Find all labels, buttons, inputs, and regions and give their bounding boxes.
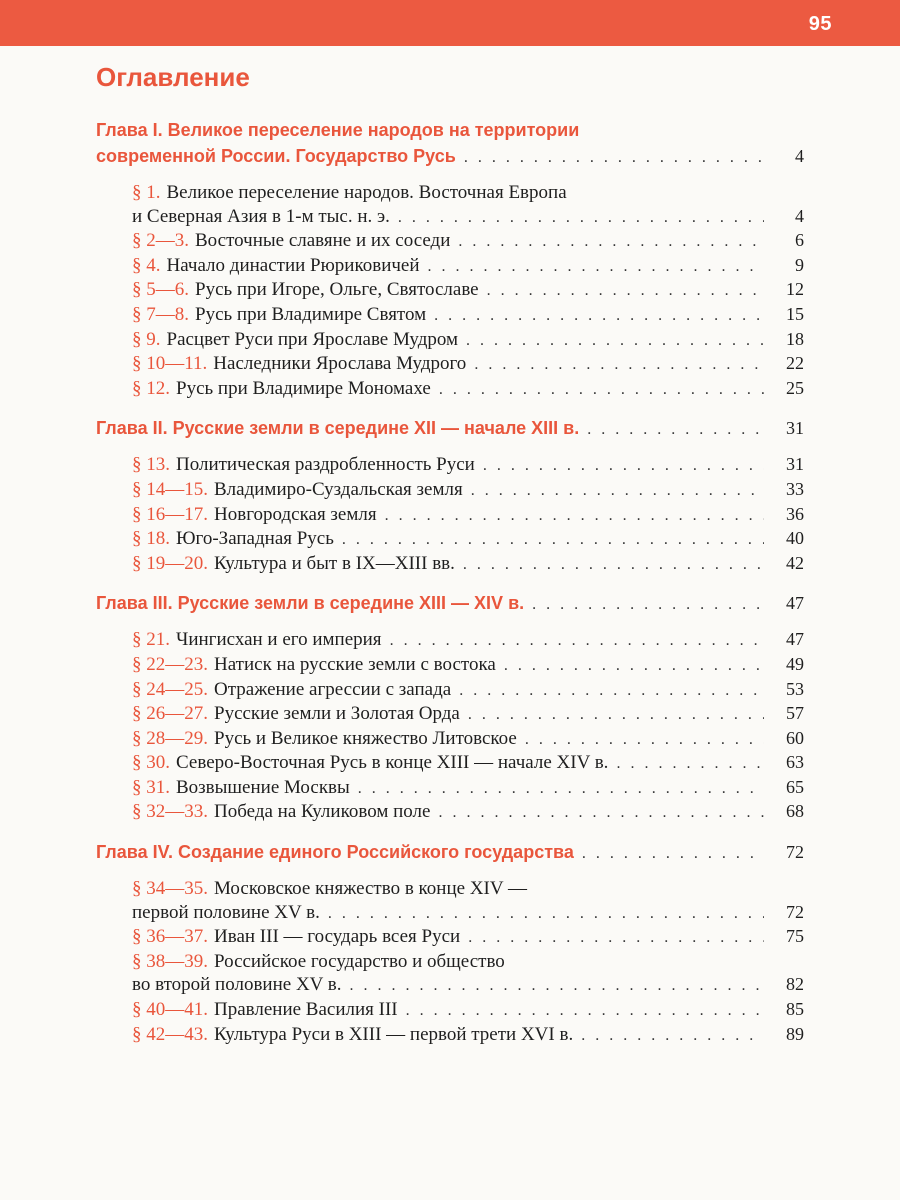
section-number: § 34—35. [132, 878, 208, 900]
leader-dots [471, 479, 764, 503]
page-header-band [0, 0, 900, 46]
entry-title: Новгородская земля [214, 503, 377, 525]
page-ref: 82 [786, 974, 804, 995]
page-number: 95 [808, 13, 832, 35]
chapter-2-sections [96, 453, 804, 576]
page-ref: 89 [786, 1023, 804, 1044]
toc-entry[interactable] [132, 877, 804, 925]
entry-title: Русь при Игоре, Ольге, Святославе [195, 279, 479, 301]
leader-dots [483, 454, 764, 478]
toc-entry[interactable] [132, 678, 804, 703]
page-ref: 9 [795, 254, 804, 275]
toc-entry[interactable] [132, 702, 804, 727]
page-ref: 12 [786, 279, 804, 300]
toc-entry[interactable] [132, 628, 804, 653]
chapter-3-sections [96, 628, 804, 825]
toc-entry[interactable] [132, 800, 804, 825]
leader-dots [458, 230, 764, 254]
section-number: § 38—39. [132, 950, 208, 972]
entry-title: Московское княжество в конце XIV — [214, 878, 527, 900]
page-ref: 4 [795, 146, 804, 166]
toc-entry[interactable] [132, 653, 804, 678]
page-ref: 15 [786, 303, 804, 324]
leader-dots [587, 417, 764, 443]
leader-dots [468, 926, 764, 950]
page-ref: 42 [786, 552, 804, 573]
toc-entry[interactable] [132, 727, 804, 752]
page-ref: 22 [786, 353, 804, 374]
leader-dots [428, 255, 764, 279]
toc-entry[interactable] [132, 229, 804, 254]
leader-dots [459, 679, 764, 703]
entry-title: первой половине XV в. [132, 901, 320, 923]
leader-dots [385, 504, 764, 528]
leader-dots [582, 841, 764, 867]
page-ref: 47 [786, 629, 804, 650]
page-ref: 6 [795, 230, 804, 251]
toc-entry[interactable] [132, 1023, 804, 1048]
entry-title: Начало династии Рюриковичей [166, 254, 420, 276]
toc-entry[interactable] [132, 478, 804, 503]
entry-title: Восточные славяне и их соседи [195, 230, 451, 252]
entry-title: Победа на Куликовом поле [214, 801, 431, 823]
toc-entry[interactable] [132, 998, 804, 1023]
leader-dots [342, 528, 764, 552]
leader-dots [532, 592, 764, 618]
section-number: § 19—20. [132, 552, 208, 574]
page-ref: 25 [786, 377, 804, 398]
toc-entry[interactable] [132, 751, 804, 776]
entry-title: Северо-Восточная Русь в конце XIII — начале XIV в. [176, 752, 609, 774]
leader-dots [463, 553, 764, 577]
entry-title: Русь при Владимире Святом [195, 303, 427, 325]
section-number: § 24—25. [132, 678, 208, 700]
chapter-title-line: Глава I. Великое переселение народов на территории [96, 120, 580, 140]
toc-entry[interactable] [132, 950, 804, 998]
toc-entry[interactable] [132, 303, 804, 328]
entry-title: и Северная Азия в 1-м тыс. н. э. [132, 205, 390, 227]
toc-entry[interactable] [132, 776, 804, 801]
leader-dots [466, 329, 764, 353]
page-ref: 57 [786, 703, 804, 724]
entry-title: Натиск на русские земли с востока [214, 653, 496, 675]
entry-title: Иван III — государь всея Руси [214, 926, 461, 948]
chapter-4-title[interactable] [96, 839, 804, 867]
leader-dots [390, 629, 764, 653]
section-number: § 30. [132, 752, 170, 774]
page-ref: 72 [786, 842, 804, 863]
section-number: § 40—41. [132, 999, 208, 1021]
chapter-title-line: Глава IV. Создание единого Российского государства [96, 842, 574, 863]
section-number: § 4. [132, 254, 161, 276]
leader-dots [358, 777, 764, 801]
page-ref: 68 [786, 801, 804, 822]
entry-title: Российское государство и общество [214, 950, 505, 972]
page-ref: 85 [786, 999, 804, 1020]
section-number: § 18. [132, 528, 170, 550]
entry-title: Расцвет Руси при Ярославе Мудром [166, 328, 459, 350]
section-number: § 2—3. [132, 230, 189, 252]
toc-entry[interactable] [132, 328, 804, 353]
page-ref: 4 [795, 205, 804, 226]
chapter-title-line: современной России. Государство Русь [96, 146, 456, 166]
section-number: § 42—43. [132, 1023, 208, 1045]
page-ref: 40 [786, 528, 804, 549]
entry-title: Русь и Великое княжество Литовское [214, 727, 517, 749]
leader-dots [474, 353, 764, 377]
leader-dots [616, 752, 764, 776]
entry-title: Юго-Западная Русь [176, 528, 334, 550]
toc-entry[interactable] [132, 503, 804, 528]
page-ref: 63 [786, 752, 804, 773]
table-of-contents [96, 117, 804, 1061]
section-number: § 31. [132, 776, 170, 798]
entry-title: Русь при Владимире Мономахе [176, 377, 431, 399]
leader-dots [438, 801, 764, 825]
toc-entry[interactable] [132, 181, 804, 229]
page-ref: 75 [786, 926, 804, 947]
toc-entry[interactable] [132, 278, 804, 303]
entry-title: Возвышение Москвы [176, 776, 350, 798]
section-number: § 1. [132, 182, 161, 203]
section-number: § 21. [132, 629, 170, 651]
page-ref: 33 [786, 478, 804, 499]
entry-title: Чингисхан и его империя [176, 629, 382, 651]
leader-dots [350, 974, 764, 998]
toc-entry[interactable] [132, 377, 804, 402]
toc-entry[interactable] [132, 527, 804, 552]
section-number: § 13. [132, 454, 170, 476]
section-number: § 5—6. [132, 279, 189, 301]
page-ref: 31 [786, 454, 804, 475]
leader-dots [439, 378, 764, 402]
chapter-1-sections [96, 181, 804, 401]
chapter-3-title[interactable] [96, 590, 804, 618]
entry-title: во второй половине XV в. [132, 974, 342, 996]
section-number: § 22—23. [132, 653, 208, 675]
toc-entry[interactable] [132, 453, 804, 478]
page-ref: 65 [786, 776, 804, 797]
leader-dots [525, 728, 764, 752]
chapter-1-title[interactable] [96, 117, 804, 171]
section-number: § 28—29. [132, 727, 208, 749]
entry-title: Политическая раздробленность Руси [176, 454, 475, 476]
entry-title: Наследники Ярослава Мудрого [213, 353, 467, 375]
chapter-4-sections [96, 877, 804, 1047]
section-number: § 7—8. [132, 303, 189, 325]
entry-title: Правление Василия III [214, 999, 398, 1021]
page-ref: 53 [786, 678, 804, 699]
section-number: § 32—33. [132, 801, 208, 823]
page-ref: 49 [786, 653, 804, 674]
leader-dots [504, 654, 764, 678]
leader-dots [406, 999, 764, 1023]
section-number: § 16—17. [132, 503, 208, 525]
leader-dots [468, 703, 764, 727]
chapter-2-title[interactable] [96, 415, 804, 443]
toc-heading: Оглавление [96, 62, 250, 92]
entry-title: Культура и быт в IX—XIII вв. [214, 552, 455, 574]
leader-dots [398, 206, 764, 230]
page-ref: 18 [786, 328, 804, 349]
page-ref: 31 [786, 418, 804, 439]
page-ref: 47 [786, 593, 804, 614]
entry-title: Русские земли и Золотая Орда [214, 703, 460, 725]
leader-dots [581, 1024, 764, 1048]
entry-title: Культура Руси в XIII — первой трети XVI в. [214, 1023, 574, 1045]
leader-dots [464, 145, 764, 171]
toc-entry[interactable] [132, 254, 804, 279]
leader-dots [328, 902, 764, 926]
entry-title: Великое переселение народов. Восточная Европа [166, 182, 567, 203]
leader-dots [487, 279, 764, 303]
section-number: § 36—37. [132, 926, 208, 948]
leader-dots [434, 304, 764, 328]
chapter-title-line: Глава II. Русские земли в середине XII — начале XIII в. [96, 418, 580, 439]
entry-title: Владимиро-Суздальская земля [214, 478, 463, 500]
section-number: § 14—15. [132, 478, 208, 500]
toc-entry[interactable] [132, 552, 804, 577]
section-number: § 10—11. [132, 353, 208, 375]
chapter-title-line: Глава III. Русские земли в середине XIII — XIV в. [96, 593, 525, 614]
page-ref: 36 [786, 503, 804, 524]
entry-title: Отражение агрессии с запада [214, 678, 452, 700]
section-number: § 9. [132, 328, 161, 350]
toc-entry[interactable] [132, 352, 804, 377]
section-number: § 12. [132, 377, 170, 399]
page-ref: 60 [786, 727, 804, 748]
page-ref: 72 [786, 901, 804, 922]
section-number: § 26—27. [132, 703, 208, 725]
toc-entry[interactable] [132, 925, 804, 950]
